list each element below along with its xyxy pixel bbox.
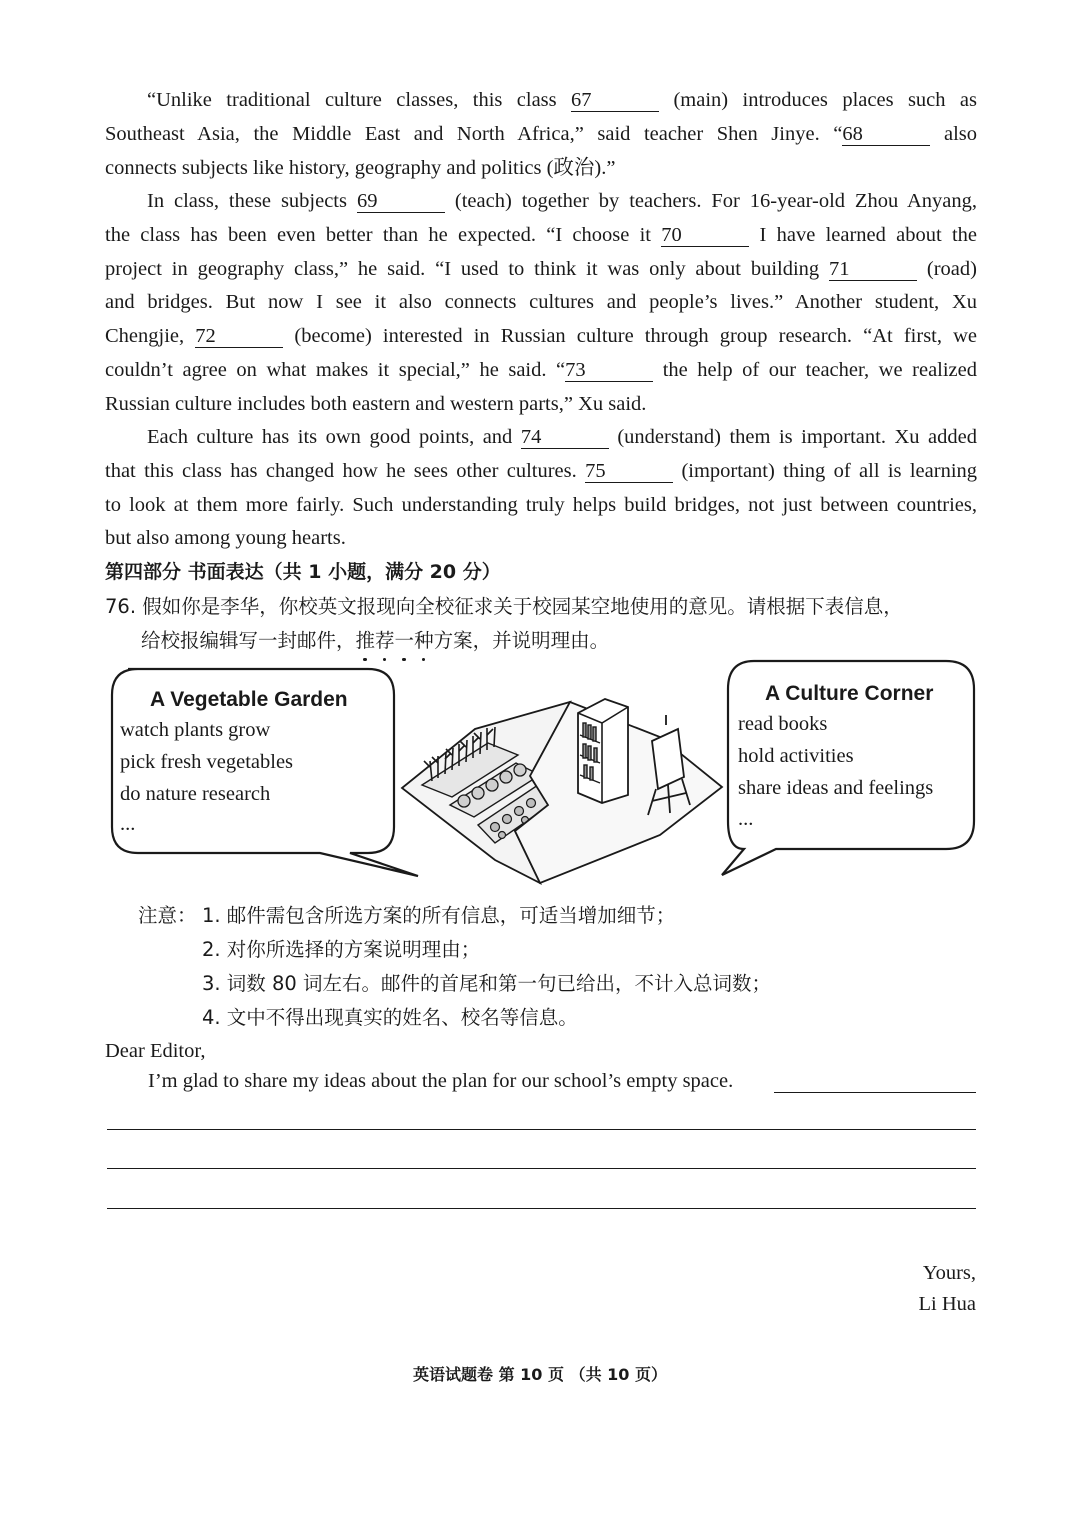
passage-paragraph-3 — [105, 421, 977, 556]
emphasis-char: 一 — [394, 629, 415, 652]
text-line: connects subjects like history, geography and politics (政治).” — [105, 156, 616, 179]
answer-blank-71[interactable]: 71 — [829, 258, 917, 281]
answer-blank-68[interactable]: 68 — [842, 123, 930, 146]
letter-first-sentence: I’m glad to share my ideas about the plan for our school’s empty space. — [148, 1070, 734, 1092]
text-line: couldn’t agree on what makes it special,” he said. “73 the help of our teacher, we realized — [105, 358, 978, 381]
text-line: and bridges. But now I see it also connects cultures and people’s lives.” Another student, Xu — [105, 291, 977, 314]
emphasis-char: 种 — [414, 629, 434, 652]
culture-item: share ideas and feelings — [738, 777, 934, 799]
text-line: Southeast Asia, the Middle East and North Africa,” said teacher Shen Jinye. “68 also — [105, 122, 978, 145]
notes-label: 注意： — [138, 904, 197, 927]
answer-blank-73[interactable]: 73 — [565, 359, 653, 382]
answer-blank-67[interactable]: 67 — [571, 89, 659, 112]
garden-item: ... — [120, 813, 136, 835]
answer-blank-72[interactable]: 72 — [195, 325, 283, 348]
text-line: Chengjie, 72 (become) interested in Russian culture through group research. “At first, we — [105, 325, 978, 348]
emphasis-char: 荐 — [375, 629, 395, 652]
emphasis-char: 推 — [355, 629, 376, 652]
answer-blank-70[interactable]: 70 — [661, 224, 749, 247]
writing-line[interactable] — [107, 1129, 976, 1130]
text-line: that this class has changed how he sees other cultures. 75 (important) thing of all is learning — [105, 459, 978, 482]
writing-line[interactable] — [107, 1168, 976, 1169]
garden-item: do nature research — [120, 783, 271, 805]
section-heading: 第四部分 书面表达（共 1 小题，满分 20 分） — [105, 561, 501, 583]
culture-title: A Culture Corner — [765, 682, 934, 705]
garden-item: watch plants grow — [120, 719, 271, 741]
passage-paragraph-2 — [105, 185, 977, 422]
text-line: but also among young hearts. — [105, 527, 346, 550]
text-line: the class has been even better than he expected. “I choose it 70 I have learned about the — [105, 223, 978, 246]
text-line: In class, these subjects 69 (teach) together by teachers. For 16-year-old Zhou Anyang, — [147, 190, 978, 212]
question-76-prompt: 76. 假如你是李华，你校英文报现向全校征求关于校园某空地使用的意见。请根据下表信息， — [105, 595, 903, 618]
answer-blank-75[interactable]: 75 — [585, 460, 673, 483]
question-76-prompt-line2: 给校报编辑写一封邮件，推荐一种方案，并说明理由。 — [141, 629, 610, 652]
note-item: 3. 词数 80 词左右。邮件的首尾和第一句已给出，不计入总词数； — [202, 972, 772, 995]
passage-paragraph-1 — [105, 84, 977, 185]
letter-signature: Li Hua — [918, 1293, 976, 1315]
answer-blank-69[interactable]: 69 — [357, 190, 445, 213]
text-line: “Unlike traditional culture classes, this class 67 (main) introduces places such as — [147, 89, 978, 111]
answer-blank-74[interactable]: 74 — [521, 426, 609, 449]
writing-line[interactable] — [107, 1208, 976, 1209]
note-item: 1. 邮件需包含所选方案的所有信息，可适当增加细节； — [202, 904, 676, 927]
letter-greeting: Dear Editor, — [105, 1040, 206, 1062]
letter-closing: Yours, — [922, 1262, 976, 1284]
text-line: to look at them more fairly. Such understanding truly helps build bridges, not just between countries, — [105, 493, 977, 516]
garden-title: A Vegetable Garden — [150, 688, 348, 711]
page-footer: 英语试题卷 第 10 页 （共 10 页） — [413, 1365, 667, 1384]
culture-item: hold activities — [738, 745, 854, 767]
text-line: Each culture has its own good points, and 74 (understand) them is important. Xu added — [147, 426, 977, 448]
text-line: Russian culture includes both eastern and western parts,” Xu said. — [105, 392, 647, 415]
writing-line[interactable] — [774, 1092, 976, 1093]
culture-item: read books — [738, 713, 828, 735]
garden-item: pick fresh vegetables — [120, 751, 294, 773]
culture-item: ... — [738, 808, 754, 830]
note-item: 4. 文中不得出现真实的姓名、校名等信息。 — [202, 1006, 578, 1029]
text-line: project in geography class,” he said. “I used to think it was only about building 71 (road) — [105, 257, 977, 280]
note-item: 2. 对你所选择的方案说明理由； — [202, 938, 481, 961]
